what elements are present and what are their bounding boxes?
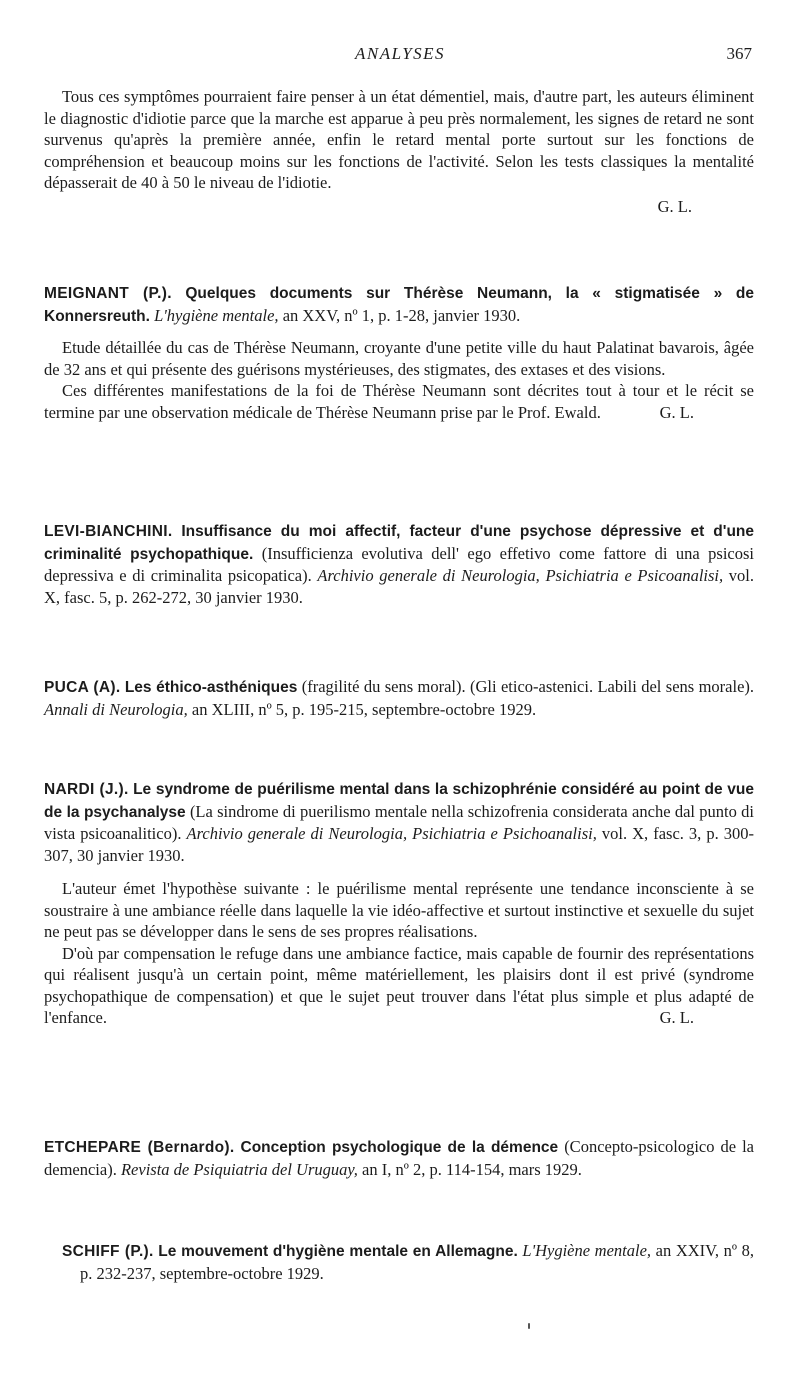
entry-translation: (Insufficienza evolutiva dell' ego effetivo come fattore di una psicosi depressiva e di criminalita psicopatica). (44, 543, 754, 585)
entry-title: Quelques documents sur Thérèse Neumann, la « stigmatisée » de Konnersreuth. (44, 285, 755, 325)
entry-details: an XXV, nº 1, p. 1-28, janvier 1930. (282, 305, 521, 325)
entry-author: LEVI-BIANCHINI. (44, 523, 173, 540)
entry-details: vol. X, fasc. 3, p. 300-307, 30 janvier 1930. (44, 824, 755, 865)
entry-paragraph: Etude détaillée du cas de Thérèse Neumann, croyante d'une petite ville du haut Palatinat bavarois, âgée de 32 ans et qui présente des guérisons mystérieuses, des stigmates, des extases et des visions. (44, 338, 754, 379)
entry-signature: G. L. (659, 402, 694, 422)
running-head (40, 44, 760, 70)
entry-paragraph: L'auteur émet l'hypothèse suivante : le puérilisme mental représente une tendance inconsciente à se soustraire à une ambiance réelle dans laquelle la vie idéo-affective et surtout instinctive et sexuelle du sujet ne peut pas se développer dans le sens de ses propres réalisations. (44, 879, 754, 941)
entry-source: Archivio generale di Neurologia, Psichiatria e Psicoanalisi, (317, 566, 724, 585)
entry-source: Revista de Psiquiatria del Uruguay, (120, 1159, 358, 1179)
entry-source: L'hygiène mentale, (154, 305, 279, 325)
print-speck (528, 1323, 530, 1329)
page-number: 367 (726, 44, 752, 63)
entry-puca (44, 676, 754, 720)
entry-author: PUCA (A). (44, 679, 121, 696)
entry-details: an I, nº 2, p. 114-154, mars 1929. (362, 1159, 582, 1179)
entry-paragraph-text: Ces différentes manifestations de la foi de Thérèse Neumann sont décrites tout à tour et le récit se termine par une observation médicale de Thérèse Neumann prise par le Prof. Ewald. (44, 381, 754, 422)
entry-source: Archivio generale di Neurologia, Psichiatria e Psichoanalisi, (186, 824, 597, 843)
entry-title: Le mouvement d'hygiène mentale en Allemagne. (158, 1243, 518, 1260)
entry-author: NARDI (J.). (44, 781, 129, 798)
entry-title: Conception psychologique de la démence (240, 1139, 559, 1156)
entry-schiff (62, 1240, 754, 1284)
entry-title: Le syndrome de puérilisme mental dans la schizophrénie considéré au point de vue de la psychanalyse (44, 781, 754, 821)
entry-paragraph (44, 943, 754, 1029)
entry-translation: (Concepto-psicologico de la demencia). (44, 1137, 755, 1179)
entry-etchepare (44, 1136, 754, 1180)
entry-source: Annali di Neurologia, (44, 699, 188, 719)
entry-details: an XXIV, nº 8, p. 232-237, septembre-octobre 1929. (80, 1241, 755, 1283)
entry-details: an XLIII, nº 5, p. 195-215, septembre-octobre 1929. (191, 699, 537, 719)
entry-nardi (44, 778, 754, 1029)
intro-paragraph: Tous ces symptômes pourraient faire penser à un état démentiel, mais, d'autre part, les auteurs éliminent le diagnostic d'idiotie parce que la marche est apparue à peu près normalement, les signes de retard ne sont survenus qu'après la première année, enfin le retard mental porte surtout sur les fonctions de compréhension et beaucoup moins sur les fonctions de l'activité. Selon les tests classiques la mentalité dépasserait de 40 à 50 le niveau de l'idiotie. (44, 87, 754, 192)
entry-details: vol. X, fasc. 5, p. 262-272, 30 janvier 1930. (44, 566, 755, 607)
entry-translation: (fragilité du sens moral). (Gli etico-astenici. Labili del sens morale). (301, 677, 755, 696)
running-title: ANALYSES (354, 44, 446, 63)
entry-paragraph-text: D'où par compensation le refuge dans une ambiance factice, mais capable de fournir des représentations qui réalisent jusqu'à un certain point, même matériellement, les plaisirs dont il est privé (syndrome psychopathique de compensation) et que le sujet peut trouver dans l'état plus simple et plus adapté de l'enfance. (44, 943, 754, 1027)
intro-signature: G. L. (657, 196, 692, 216)
entry-meignant (44, 282, 754, 423)
entry-translation: (La sindrome di puerilismo mentale nella schizofrenia considerata anche dal punto di vista psicoanalitico). (44, 801, 754, 843)
entry-title: Les éthico-asthéniques (124, 679, 298, 696)
entry-source: L'Hygiène mentale, (522, 1241, 652, 1260)
entry-paragraph (44, 380, 754, 423)
intro-block (44, 86, 754, 217)
entry-title: Insuffisance du moi affectif, facteur d'une psychose dépressive et d'une criminalité psychopathique. (44, 523, 754, 563)
entry-author: MEIGNANT (P.). (44, 285, 172, 302)
entry-signature: G. L. (659, 1008, 694, 1027)
entry-author: ETCHEPARE (Bernardo). (44, 1139, 235, 1156)
entry-levi-bianchini (44, 520, 754, 608)
entry-author: SCHIFF (P.). (62, 1243, 154, 1260)
